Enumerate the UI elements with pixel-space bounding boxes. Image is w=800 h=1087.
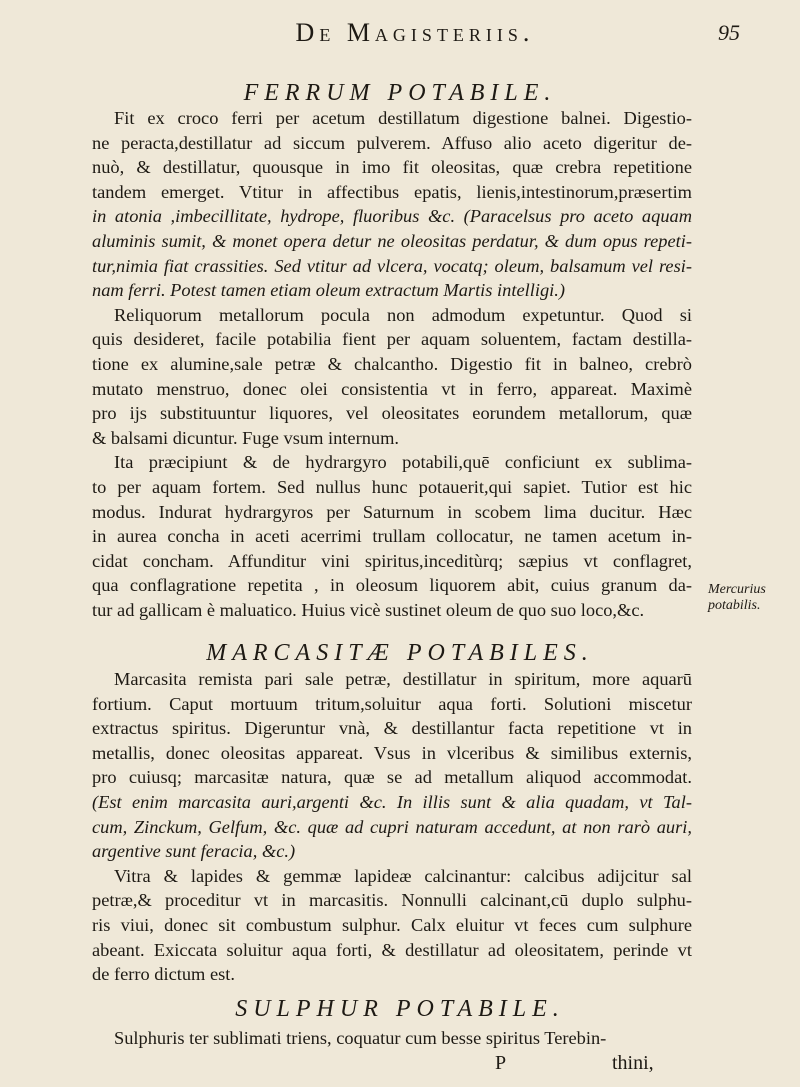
- section-heading: SULPHUR POTABILE.: [235, 996, 565, 1022]
- text-line: tandem emerget. Vtitur in affectibus epatis, lienis,intestinorum,præsertim: [92, 181, 692, 202]
- text-line: Fit ex croco ferri per acetum destillatum digestione balnei. Digestio-: [114, 108, 692, 128]
- text-line: in aurea concha in aceti acerrimi trullam collocatur, ne tamen acetum in-: [92, 526, 692, 547]
- text-line: Marcasita remista pari sale petræ, destillatur in spiritum, more aquarū: [114, 669, 692, 689]
- text-line: modus. Indurat hydrargyros per Saturnum in scobem lima ducitur. Hæc: [92, 501, 692, 522]
- text-line: nam ferri. Potest tamen etiam oleum extractum Martis intelligi.): [92, 280, 565, 301]
- text-line: metallis, donec oleositas appareat. Vsus in vlceribus & similibus externis,: [92, 742, 692, 763]
- section-heading: MARCASITÆ POTABILES.: [206, 640, 594, 666]
- text-line: Ita præcipiunt & de hydrargyro potabili,quē conficiunt ex sublima-: [114, 452, 692, 473]
- page-number: 95: [718, 20, 740, 45]
- text-line: Reliquorum metallorum pocula non admodum expetuntur. Quod si: [114, 304, 692, 325]
- text-line: petræ,& proceditur vt in marcasitis. Nonnulli calcinant,cū duplo sulphu-: [92, 890, 692, 911]
- text-line: argentive sunt feracia, &c.): [92, 841, 296, 862]
- text-line: cidat concham. Affunditur vini spiritus,inceditùrq; sæpius vt conflagret,: [92, 550, 692, 571]
- text-line: quis desideret, facile potabilia fient per aquam soluentem, factam destilla-: [92, 329, 692, 350]
- running-head: De Magisteriis.: [295, 18, 535, 47]
- text-line: pro ijs substituuntur liquores, vel oleositates eorundem metallorum, quæ: [92, 403, 692, 424]
- text-line: (Est enim marcasita auri,argenti &c. In illis sunt & alia quadam, vt Tal-: [92, 791, 692, 812]
- text-line: ris viui, donec sit combustum sulphur. Calx eluitur vt feces cum sulphure: [92, 914, 692, 935]
- section-text: [92, 106, 692, 622]
- text-line: to per aquam fortem. Sed nullus hunc potauerit,qui sapiet. Tutior est hic: [92, 476, 692, 497]
- text-line: tur ad gallicam è maluatico. Huius vicè sustinet oleum de quo suo loco,&c.: [92, 599, 645, 620]
- text-line: ne peracta,destillatur ad siccum pulverem. Affuso alio aceto digeritur de-: [92, 132, 692, 153]
- text-line: aluminis sumit, & monet opera detur ne oleositas perdatur, & dum opus repeti-: [92, 230, 692, 251]
- signature-mark: P: [495, 1052, 507, 1074]
- section-heading: FERRUM POTABILE.: [243, 80, 557, 106]
- text-line: Sulphuris ter sublimati triens, coquatur cum besse spiritus Terebin-: [114, 1028, 607, 1048]
- margin-note: Mercurius potabilis.: [708, 582, 766, 613]
- text-line: tione ex alumine,sale petræ & chalcantho. Digestio fit in balneo, crebrò: [92, 353, 692, 374]
- text-line: tur,nimia fiat crassities. Sed vtitur ad vlcera, vocatq; oleum, balsamum vel resi-: [92, 255, 692, 276]
- section-text: [92, 667, 692, 987]
- text-line: fortium. Caput mortuum tritum,soluitur aqua forti. Solutioni miscetur: [92, 693, 692, 714]
- text-line: pro cuiusq; marcasitæ natura, quæ se ad metallum aliquod accommodat.: [92, 767, 692, 788]
- text-line: qua conflagratione repetita , in oleosum liquorem abit, cuius granum da-: [92, 575, 692, 596]
- text-line: mutato menstruo, donec olei consistentia vt in ferro, appareat. Maximè: [92, 378, 692, 399]
- text-line: de ferro dictum est.: [92, 964, 235, 985]
- text-line: in atonia ,imbecillitate, hydrope, fluoribus &c. (Paracelsus pro aceto aquam: [92, 206, 692, 227]
- text-line: nuò, & destillatur, quousque in imo fit oleositas, quæ crebra repetitione: [92, 157, 692, 178]
- text-line: cum, Zinckum, Gelfum, &c. quæ ad cupri naturam accedunt, at non rarò auri,: [92, 816, 692, 837]
- section-text: [92, 1026, 692, 1051]
- text-line: abeant. Exiccata soluitur aqua forti, & destillatur ad oleositatem, perinde vt: [92, 939, 692, 960]
- text-line: Vitra & lapides & gemmæ lapideæ calcinantur: calcibus adijcitur sal: [114, 865, 692, 886]
- text-line: & balsami dicuntur. Fuge vsum internum.: [92, 427, 399, 448]
- text-line: extractus spiritus. Digeruntur vnà, & destillantur facta repetitione vt in: [92, 718, 692, 739]
- catchword: thini,: [612, 1052, 654, 1074]
